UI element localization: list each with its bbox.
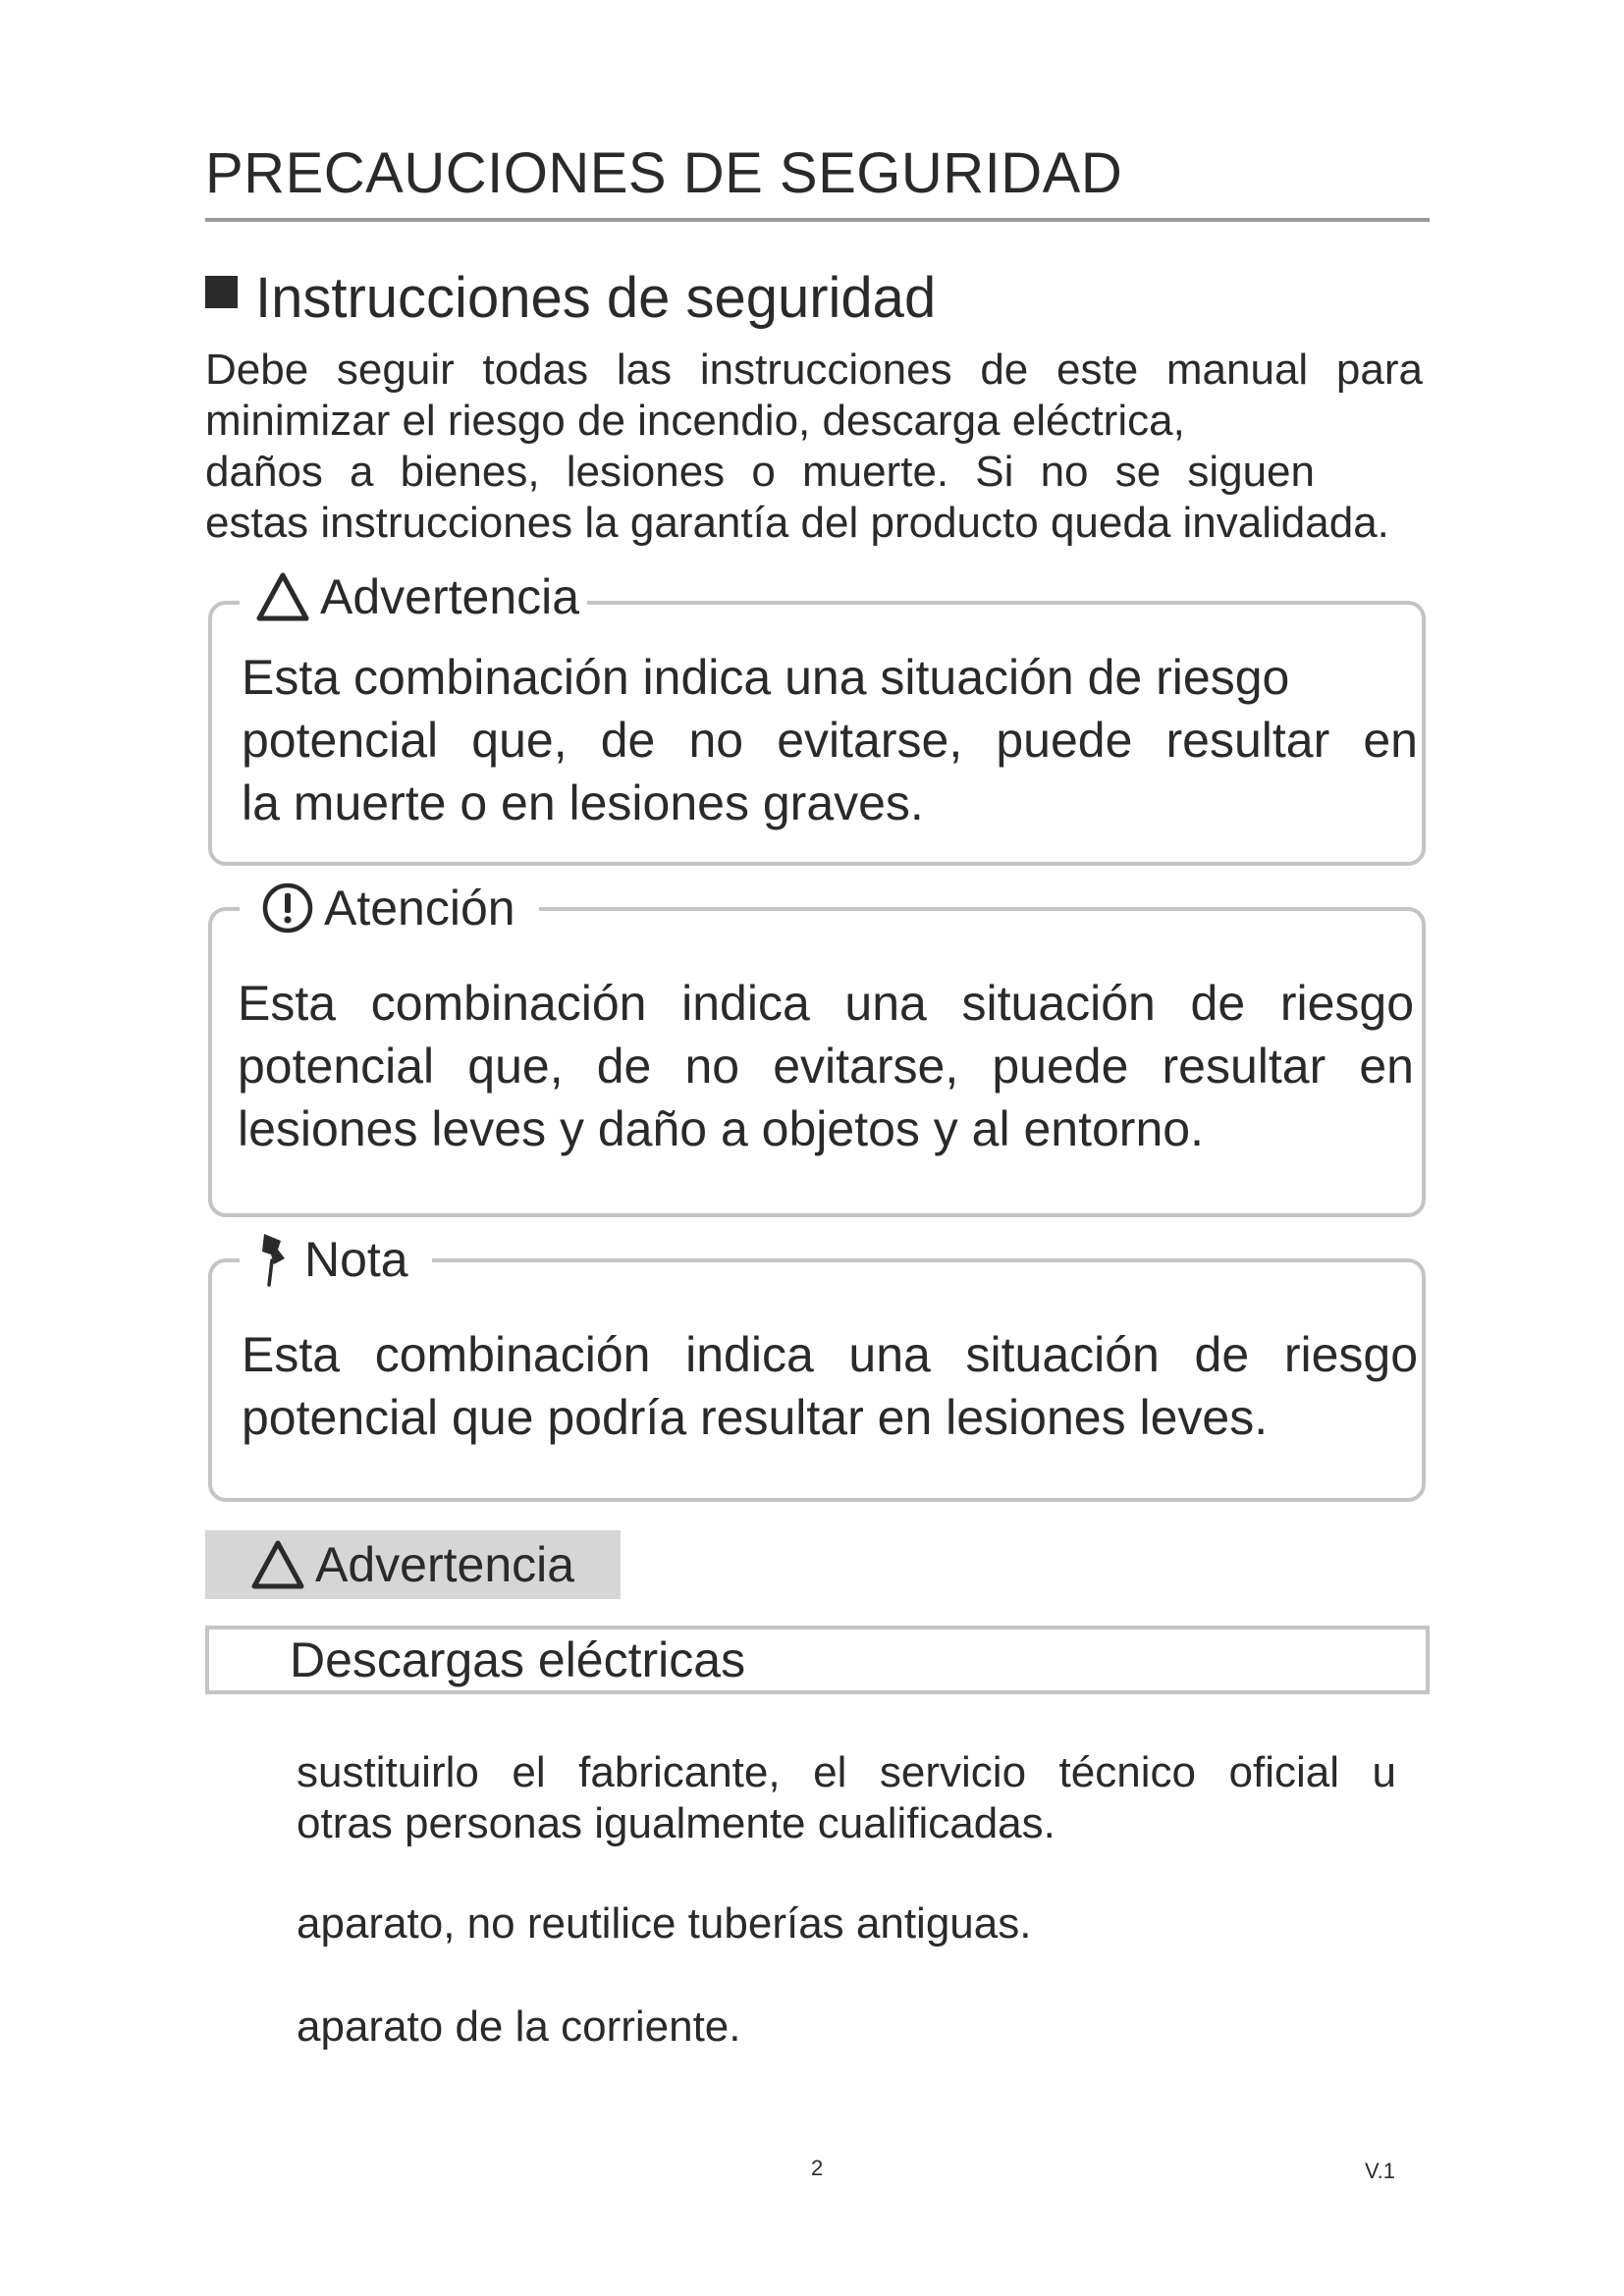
list-item [297, 1747, 1396, 1849]
pushpin-icon [255, 1231, 295, 1288]
intro-line: minimizar el riesgo de incendio, descarga eléctrica, [205, 397, 1185, 445]
list-item-line: otras personas igualmente cualificadas. [297, 1799, 1056, 1847]
warning-box-title: Advertencia [320, 569, 580, 624]
note-box-label [240, 1231, 432, 1288]
list-item-line: aparato de la corriente. [297, 2002, 741, 2051]
warning-triangle-icon [250, 1539, 305, 1590]
warning-box-label [240, 571, 587, 622]
warning-triangle-icon [255, 571, 310, 622]
note-box-title: Nota [304, 1232, 408, 1287]
page-number: 2 [811, 2156, 824, 2180]
note-box [208, 1232, 1426, 1502]
page-title: PRECAUCIONES DE SEGURIDAD [205, 141, 1123, 205]
attention-line: lesiones leves y daño a objetos y al entorno. [238, 1101, 1204, 1156]
list-item [297, 1898, 1396, 1949]
attention-box-body [238, 972, 1414, 1160]
square-bullet-icon [205, 276, 238, 308]
version-label: V.1 [1365, 2159, 1396, 2183]
intro-line: daños a bienes, lesiones o muerte. Si no se siguen [205, 448, 1315, 496]
warning-line: Esta combinación indica una situación de riesgo [242, 650, 1290, 705]
warning-box-body [242, 646, 1418, 834]
section-heading [205, 266, 937, 330]
exclamation-circle-icon [261, 881, 314, 934]
list-item-line: aparato, no reutilice tuberías antiguas. [297, 1899, 1032, 1948]
intro-line: estas instrucciones la garantía del producto queda invalidada. [205, 499, 1389, 547]
intro-line: Debe seguir todas las instrucciones de este manual para [205, 346, 1423, 394]
warning-line: la muerte o en lesiones graves. [242, 775, 924, 830]
note-line: potencial que podría resultar en lesiones leves. [242, 1390, 1269, 1445]
intro-paragraph [205, 345, 1423, 549]
section-heading-text: Instrucciones de seguridad [255, 266, 937, 330]
list-item [297, 2002, 1396, 2053]
attention-box [208, 881, 1426, 1217]
title-divider [205, 218, 1430, 222]
subsection-header [205, 1626, 1430, 1694]
attention-box-title: Atención [324, 881, 515, 935]
warning-badge-label: Advertencia [315, 1537, 575, 1592]
note-box-body [242, 1323, 1418, 1449]
subsection-title: Descargas eléctricas [290, 1632, 746, 1687]
attention-box-label [240, 881, 539, 934]
list-item-line: sustituirlo el fabricante, el servicio técnico oficial u [297, 1748, 1396, 1796]
attention-line: potencial que, de no evitarse, puede resultar en [238, 1039, 1414, 1094]
note-line: Esta combinación indica una situación de riesgo [242, 1327, 1418, 1382]
warning-box [208, 569, 1426, 866]
attention-line: Esta combinación indica una situación de riesgo [238, 976, 1414, 1031]
warning-line: potencial que, de no evitarse, puede resultar en [242, 713, 1418, 768]
warning-badge [205, 1530, 621, 1599]
